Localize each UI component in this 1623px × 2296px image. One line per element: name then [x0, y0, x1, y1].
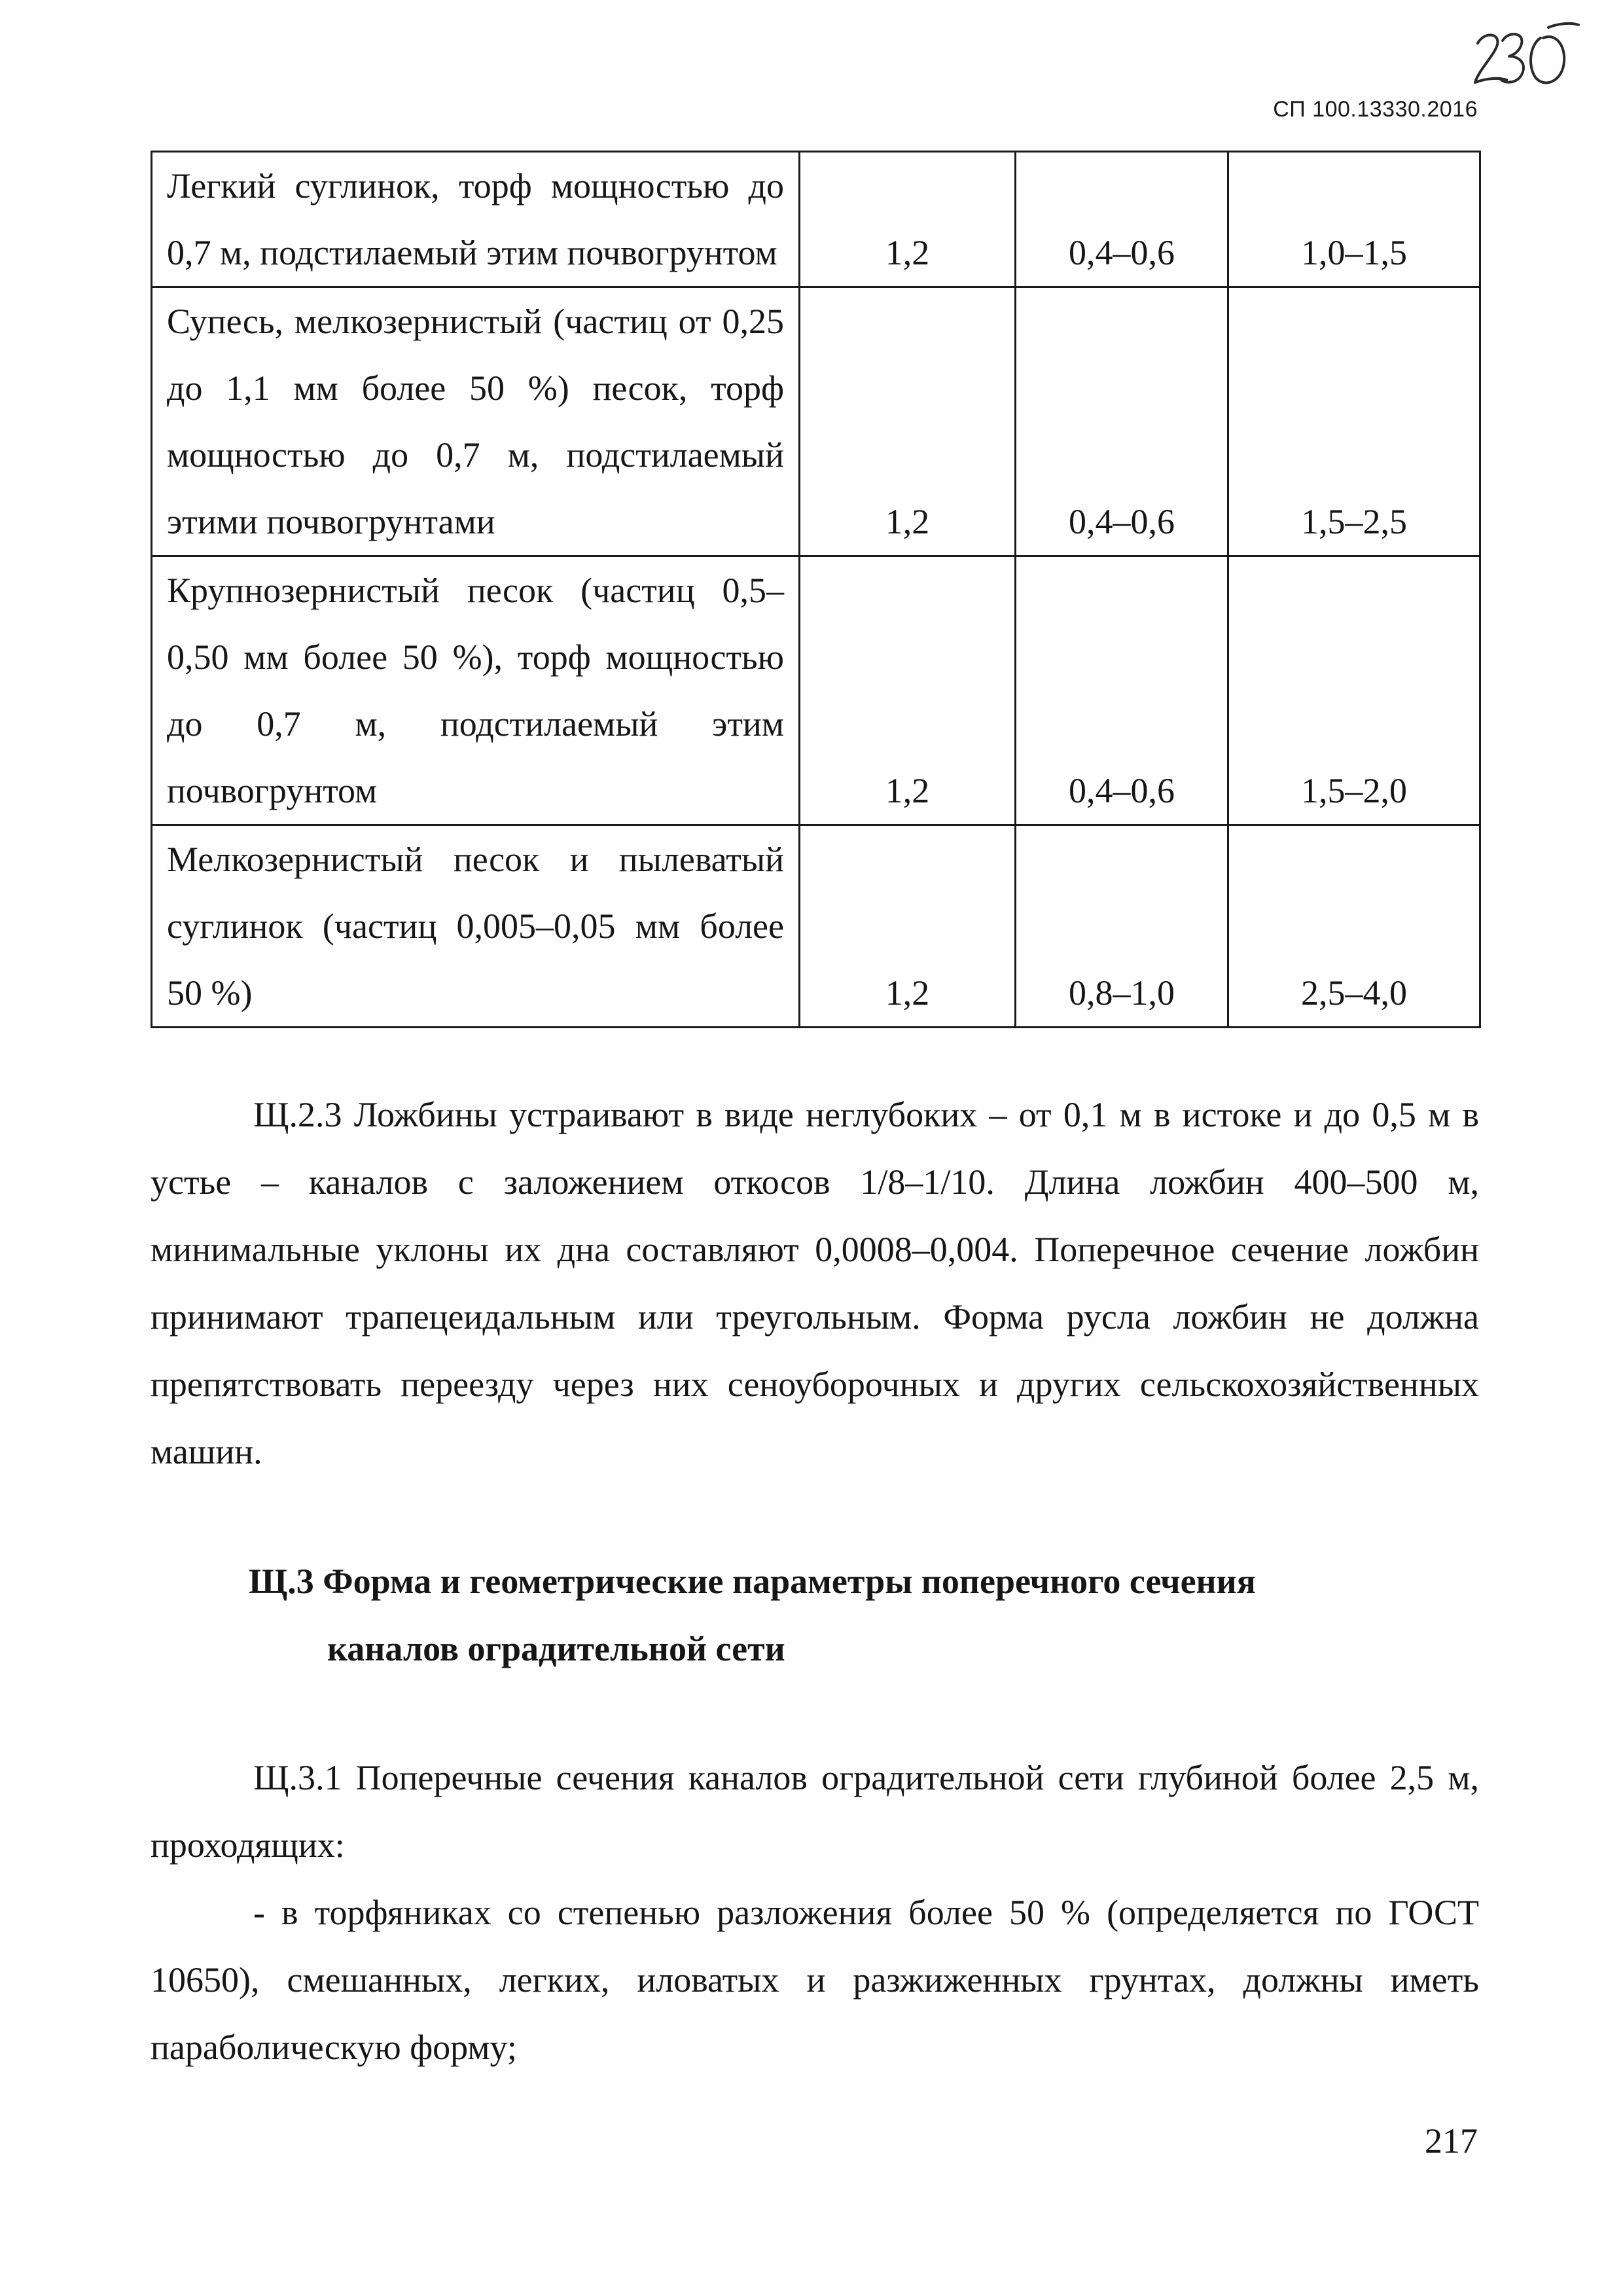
- section-heading-line2: каналов оградительной сети: [327, 1629, 785, 1668]
- paragraph-3-1: [151, 1744, 1479, 2081]
- soil-type-cell: Мелкозернистый песок и пылеватый суглинок (частиц 0,005–0,05 мм более 50 %): [152, 825, 800, 1028]
- table-row: [152, 152, 1480, 287]
- value-cell: 0,8–1,0: [1016, 825, 1228, 1028]
- value-cell: 1,2: [800, 152, 1016, 287]
- value-cell: 1,2: [800, 556, 1016, 825]
- value-cell: 0,4–0,6: [1016, 556, 1228, 825]
- table-row: [152, 287, 1480, 556]
- value-cell: 1,5–2,5: [1228, 287, 1480, 556]
- section-heading-line1: Щ.3 Форма и геометрические параметры поперечного сечения: [249, 1562, 1256, 1601]
- list-item: - в торфяниках со степенью разложения более 50 % (определяется по ГОСТ 10650), смешанных, легких, иловатых и разжиженных грунтах, должны иметь параболическую форму;: [151, 1893, 1479, 2067]
- value-cell: 0,4–0,6: [1016, 152, 1228, 287]
- table-row: [152, 825, 1480, 1028]
- soil-parameters-table: [151, 151, 1481, 1028]
- paragraph-text: Щ.2.3 Ложбины устраивают в виде неглубоких – от 0,1 м в истоке и до 0,5 м в устье – каналов с заложением откосов 1/8–1/10. Длина ложбин 400–500 м, минимальные уклоны их дна составляют 0,0008–0,004. Поперечное сечение ложбин принимают трапецеидальным или треугольным. Форма русла ложбин не должна препятствовать переезду через них сеноуборочных и других сельскохозяйственных машин.: [151, 1095, 1479, 1471]
- value-cell: 2,5–4,0: [1228, 825, 1480, 1028]
- value-cell: 0,4–0,6: [1016, 287, 1228, 556]
- soil-type-cell: Крупнозернистый песок (частиц 0,5–0,50 мм более 50 %), торф мощностью до 0,7 м, подстилаемый этим почвогрунтом: [152, 556, 800, 825]
- value-cell: 1,0–1,5: [1228, 152, 1480, 287]
- table-row: [152, 556, 1480, 825]
- page-number: 217: [1425, 2121, 1478, 2161]
- soil-type-cell: Легкий суглинок, торф мощностью до 0,7 м, подстилаемый этим почвогрунтом: [152, 152, 800, 287]
- value-cell: 1,2: [800, 825, 1016, 1028]
- handwritten-page-number: [1466, 18, 1584, 97]
- section-heading: [249, 1548, 1427, 1683]
- document-code: СП 100.13330.2016: [1273, 97, 1478, 122]
- value-cell: 1,2: [800, 287, 1016, 556]
- paragraph-text: Щ.3.1 Поперечные сечения каналов оградительной сети глубиной более 2,5 м, проходящих:: [151, 1758, 1479, 1865]
- value-cell: 1,5–2,0: [1228, 556, 1480, 825]
- soil-type-cell: Супесь, мелкозернистый (частиц от 0,25 до 1,1 мм более 50 %) песок, торф мощностью до 0,7 м, подстилаемый этими почвогрунтами: [152, 287, 800, 556]
- paragraph-2-3: [151, 1081, 1479, 1486]
